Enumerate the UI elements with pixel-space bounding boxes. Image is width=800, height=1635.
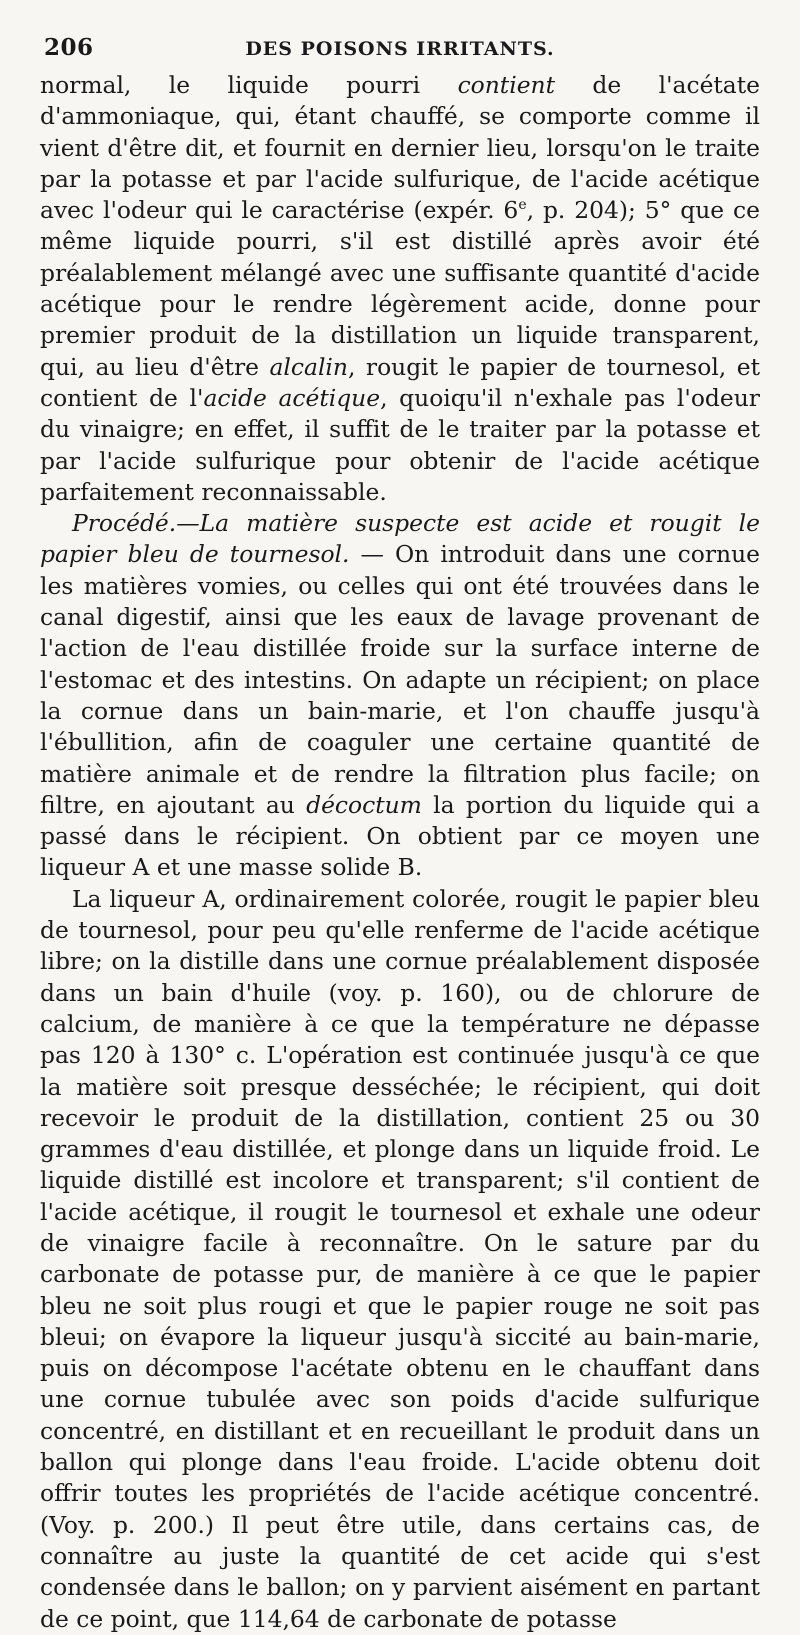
paragraph <box>40 884 760 1635</box>
text-run: — On introduit dans une cornue les matières vomies, ou celles qui ont été trouvées dans le canal digestif, ainsi que les eaux de lavage provenant de l'action de l'eau distillée froide sur la surface interne de l'estomac et des intestins. On adapte un récipient; on place la cornue dans un bain-marie, et l'on chauffe jusqu'à l'ébullition, afin de coaguler une certaine quantité de matière animale et de rendre la filtration plus facile; on filtre, en ajoutant au <box>40 540 760 819</box>
page-number: 206 <box>44 34 94 61</box>
superscript: e <box>518 197 527 214</box>
body-text <box>40 70 760 1635</box>
text-run: , quoiqu'il n'exhale pas l'odeur du vinaigre; en effet, il suffit de le traiter par la potasse et par l'acide sulfurique pour obtenir de l'acide acétique parfaitement reconnaissable. <box>40 383 760 506</box>
italic-text: acide acétique <box>203 383 381 412</box>
page-header <box>40 30 760 70</box>
italic-text: Procédé.—La matière suspecte est acide et rougit le papier bleu de tournesol. <box>40 509 760 569</box>
italic-text: contient <box>457 71 555 99</box>
text-run: de l'acétate d'ammoniaque, qui, étant chauffé, se comporte comme il vient d'être dit, et fournit en dernier lieu, lorsqu'on le traite par la potasse et par l'acide sulfurique, de l'acide acétique avec l'odeur qui le caractérise (expér. 6 <box>40 71 760 225</box>
paragraph <box>40 70 760 508</box>
text-run: , p. 204); 5° que ce même liquide pourri, s'il est distillé après avoir été préalablement mélangé avec une suffisante quantité d'acide acétique pour le rendre légèrement acide, donne pour premier produit de la distillation un liquide transparent, qui, au lieu d'être <box>40 196 760 381</box>
italic-text: décoctum <box>306 790 422 819</box>
text-run: , rougit le papier de tournesol, et contient de l' <box>40 352 760 412</box>
text-run: La liqueur A, ordinairement colorée, rougit le papier bleu de tournesol, pour peu qu'elle renferme de l'acide acétique libre; on la distille dans une cornue préalablement disposée dans un bain d'huile (voy. p. 160), ou de chlorure de calcium, de manière à ce que la température ne dépasse pas 120 à 130° c. L'opération est continuée jusqu'à ce que la matière soit presque desséchée; le récipient, qui doit recevoir le produit de la distillation, contient 25 ou 30 grammes d'eau distillée, et plonge dans un liquide froid. Le liquide distillé est incolore et transparent; s'il contient de l'acide acétique, il rougit le tournesol et exhale une odeur de vinaigre facile à reconnaître. On le sature par du carbonate de potasse pur, de manière à ce que le papier bleu ne soit plus rougi et que le papier rouge ne soit pas bleui; on évapore la liqueur jusqu'à siccité au bain-marie, puis on décompose l'acétate obtenu en le chauffant dans une cornue tubulée avec son poids d'acide sulfurique concentré, en distillant et en recueillant le produit dans un ballon qui plonge dans l'eau froide. L'acide obtenu doit offrir toutes les propriétés de l'acide acétique concentré. (Voy. p. 200.) Il peut être utile, dans certains cas, de connaître au juste la quantité de cet acide qui s'est condensée dans le ballon; on y parvient aisément en partant de ce point, que 114,64 de carbonate de potasse <box>40 884 760 1633</box>
text-run: normal, le liquide pourri <box>40 71 458 99</box>
running-title: DES POISONS IRRITANTS. <box>245 38 555 60</box>
italic-text: alcalin <box>269 352 348 381</box>
paragraph <box>40 508 760 884</box>
text-run: la portion du liquide qui a passé dans le récipient. On obtient par ce moyen une liqueur A et une masse solide B. <box>40 790 760 882</box>
